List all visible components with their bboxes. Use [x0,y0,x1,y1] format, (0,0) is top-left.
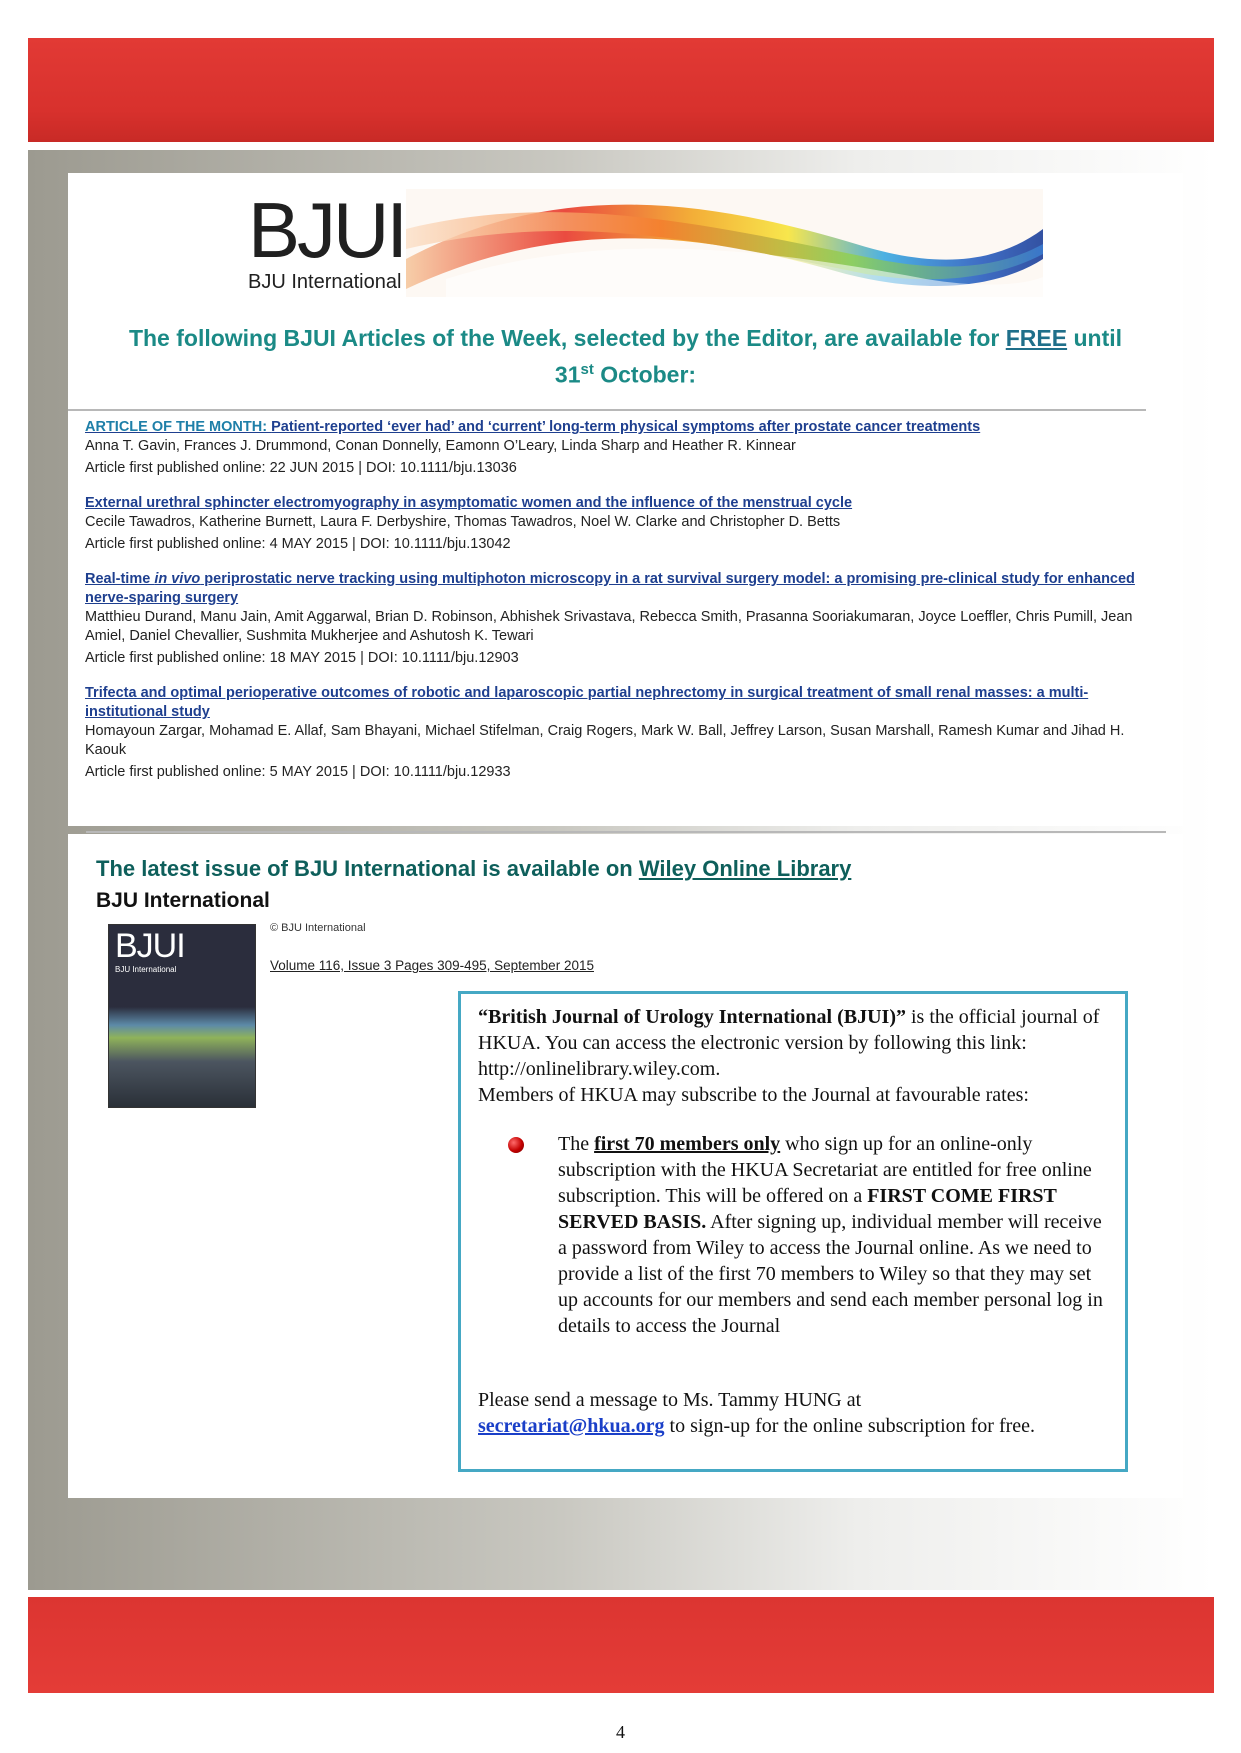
headline-until: until [1067,325,1123,351]
article-publication-info: Article first published online: 5 MAY 2015 | DOI: 10.1111/bju.12933 [85,764,511,780]
logo-mark: BJUI [248,189,406,274]
contact-text-end: to sign-up for the online subscription for free. [664,1415,1036,1437]
bullet-end: After signing up, individual member will receive a password from Wiley to access the Journal online. As we need to provide a list of the first 70 members to Wiley so that they may set up accounts for our members and send each member personal log in details to access the Journal [558,1211,1103,1337]
free-articles-headline [88,323,1163,391]
contact-text: Please send a message to Ms. Tammy HUNG at [478,1389,862,1411]
bullet-dot-icon [508,1137,524,1153]
article-authors: Anna T. Gavin, Frances J. Drummond, Conan Donnelly, Eamonn O’Leary, Linda Sharp and Heather R. Kinnear [85,438,796,454]
wiley-online-library-link[interactable]: Wiley Online Library [638,856,852,881]
article-item [85,494,1145,554]
bullet-bold-basis: FIRST COME FIRST SERVED BASIS. [558,1185,1057,1233]
info-intro [478,1004,1118,1108]
article-title-link[interactable]: External urethral sphincter electromyography in asymptomatic women and the influence of the menstrual cycle [85,495,853,511]
article-title-start: Real-time [85,571,155,587]
latest-issue-text: The latest issue of BJU International is available on [96,856,639,881]
article-of-month-tag: ARTICLE OF THE MONTH: [85,419,272,435]
articles-panel [68,173,1183,826]
article-title-link[interactable] [85,418,1145,437]
article-item [85,684,1145,782]
article-authors: Cecile Tawadros, Katherine Burnett, Laura F. Derbyshire, Thomas Tawadros, Noel W. Clarke and Christopher D. Betts [85,514,841,530]
headline-date-suffix: st [580,361,594,378]
headline-date-month: October: [593,361,697,388]
articles-divider [68,409,1146,411]
headline-text: The following BJUI Articles of the Week, selected by the Editor, are available for [128,325,1006,351]
subscription-info-box [458,991,1128,1472]
rainbow-swoosh-graphic [406,189,1043,297]
secretariat-email-link[interactable]: secretariat@hkua.org [478,1415,665,1437]
journal-full-name: “British Journal of Urology International (BJUI)” [478,1006,906,1028]
article-list [85,418,1145,798]
article-authors: Matthieu Durand, Manu Jain, Amit Aggarwal, Brian D. Robinson, Abhishek Srivastava, Rebecca Smith, Prasanna Sooriakumaran, Joyce Loeffler, Chris Pumill, Jean Amiel, Daniel Chevallier, Sushmita Mukherjee and Ashutosh K. Tewari [85,609,1133,644]
article-title-text: Patient-reported ‘ever had’ and ‘current’ long-term physical symptoms after prostate cancer treatments [271,419,981,435]
journal-cover-image[interactable] [108,924,256,1108]
article-authors: Homayoun Zargar, Mohamad E. Allaf, Sam Bhayani, Michael Stifelman, Craig Rogers, Mark W. Ball, Jeffrey Larson, Susan Marshall, Ramesh Kumar and Jihad H. Kaouk [85,723,1125,758]
top-red-band [28,38,1214,142]
headline-date-number: 31 [554,361,581,388]
logo-subtitle: BJU International [248,271,402,293]
bullet-middle: who sign up for an online-only subscription with the HKUA Secretariat are entitled for free online subscription. This will be offered on a [558,1133,1092,1207]
copyright-note: © BJU International [270,922,366,934]
volume-issue-link[interactable]: Volume 116, Issue 3 Pages 309-495, September 2015 [270,958,594,973]
article-item [85,570,1145,668]
journal-name: BJU International [96,889,270,912]
article-title-text: periprostatic nerve tracking using multiphoton microscopy in a rat survival surgery model: a promising pre-clinical study for enhanced nerve-sparing surgery [85,571,1135,606]
article-title-link[interactable]: Trifecta and optimal perioperative outcomes of robotic and laparoscopic partial nephrectomy in surgical treatment of small renal masses: a multi-institutional study [85,685,1089,720]
latest-issue-divider [86,831,1166,833]
article-title-italic: in vivo [154,571,201,587]
bjui-logo [248,191,405,294]
cover-logo-mark: BJUI [115,927,185,965]
info-contact [478,1387,1118,1439]
article-title-link[interactable] [85,570,1145,608]
info-subscribe-line: Members of HKUA may subscribe to the Journal at favourable rates: [478,1084,1029,1106]
latest-issue-panel [68,834,1183,1498]
bjui-banner [176,189,1043,297]
bullet-start: The [558,1133,595,1155]
info-intro-text: is the official journal of HKUA. You can access the electronic version by following this link: http://onlinelibrary.wiley.com. [478,1006,1100,1080]
latest-issue-headline [96,856,851,882]
cover-logo-subtitle: BJU International [115,965,177,974]
article-publication-info: Article first published online: 22 JUN 2015 | DOI: 10.1111/bju.13036 [85,460,517,476]
article-publication-info: Article first published online: 18 MAY 2015 | DOI: 10.1111/bju.12903 [85,650,519,666]
free-link[interactable]: FREE [1005,325,1068,351]
info-bullet-text [558,1131,1113,1339]
article-publication-info: Article first published online: 4 MAY 2015 | DOI: 10.1111/bju.13042 [85,536,511,552]
page-number: 4 [616,1722,625,1742]
bottom-red-band [28,1597,1214,1693]
article-item [85,418,1145,478]
bullet-emphasis: first 70 members only [594,1133,781,1155]
